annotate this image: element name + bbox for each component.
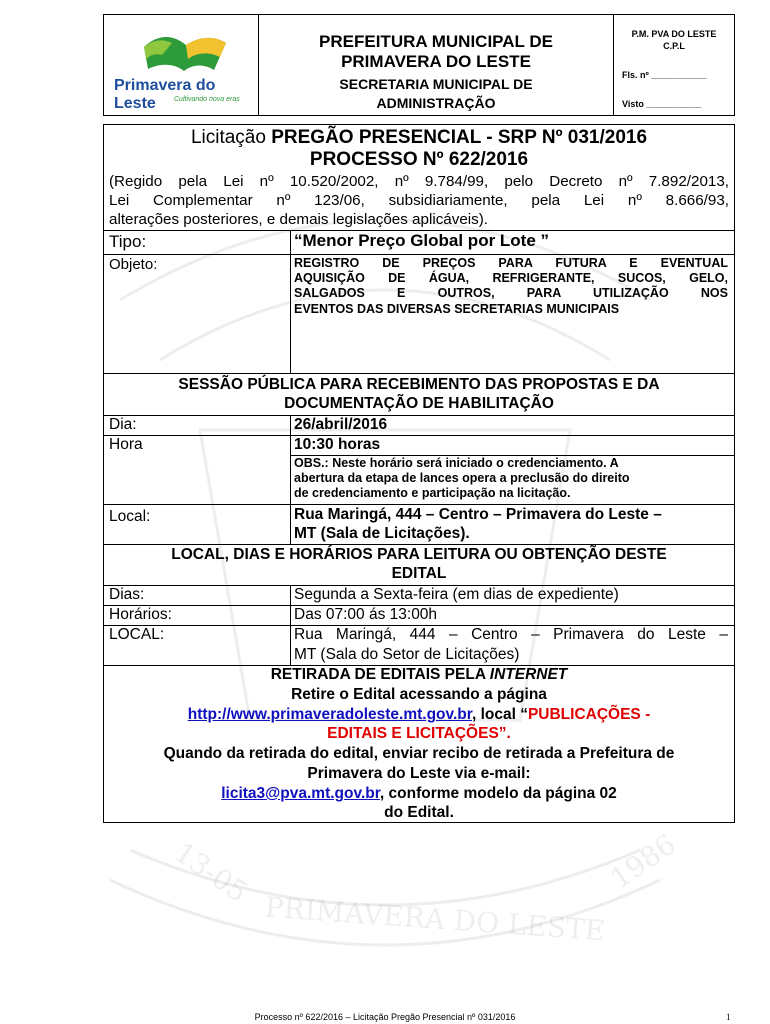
sessao-line1: SESSÃO PÚBLICA PARA RECEBIMENTO DAS PROPOSTAS E DA: [178, 376, 660, 393]
obs-line3: de credenciamento e participação na licitação.: [294, 486, 571, 500]
hora-value: 10:30 horas: [294, 436, 381, 453]
title-bold: PREGÃO PRESENCIAL - SRP Nº 031/2016: [271, 127, 648, 148]
stamp-line2: C.P.L: [663, 41, 685, 51]
local-label: Local:: [109, 508, 151, 525]
local2-line1: Rua Maringá, 444 – Centro – Primavera do Leste –: [294, 626, 728, 643]
objeto-line2: AQUISIÇÃO DE ÁGUA, REFRIGERANTE, SUCOS, GELO,: [294, 271, 728, 285]
stamp-line1: P.M. PVA DO LESTE: [631, 29, 717, 39]
logo-text: Primavera do Leste: [114, 77, 216, 112]
objeto-line4: EVENTOS DAS DIVERSAS SECRETARIAS MUNICIPAIS: [294, 302, 620, 316]
local-line2: MT (Sala de Licitações).: [294, 525, 470, 542]
editais-close: ”.: [498, 725, 511, 742]
title-prefix: Licitação: [190, 127, 266, 148]
leitura-line1: LOCAL, DIAS E HORÁRIOS PARA LEITURA OU OBTENÇÃO DESTE: [171, 546, 667, 563]
page-footer: [0, 1012, 770, 1022]
header-title-line2: PRIMAVERA DO LESTE: [341, 52, 531, 71]
hora-label: Hora: [109, 436, 143, 453]
dias-value: Segunda a Sexta-feira (em dias de expediente): [294, 586, 619, 603]
footer-text: Processo nº 622/2016 – Licitação Pregão Presencial nº 031/2016: [254, 1012, 516, 1022]
fls-field: Fls. nº ___________: [622, 70, 707, 80]
retirada-internet: INTERNET: [489, 666, 568, 683]
horarios-label: Horários:: [109, 606, 172, 623]
sessao-line2: DOCUMENTAÇÃO DE HABILITAÇÃO: [284, 395, 554, 412]
url-suffix: , local “: [471, 706, 528, 723]
objeto-line3: SALGADOS E OUTROS, PARA UTILIZAÇÃO NOS: [294, 286, 728, 300]
obs-line1: OBS.: Neste horário será iniciado o credenciamento. A: [294, 456, 619, 470]
header-stamp-cell: [614, 15, 734, 115]
email-link[interactable]: licita3@pva.mt.gov.br: [221, 785, 380, 802]
prefeitura-url-link[interactable]: http://www.primaveradoleste.mt.gov.br: [187, 706, 472, 723]
retirada-heading: [104, 666, 734, 684]
header-title-cell: [259, 15, 614, 115]
publicacoes-text: PUBLICAÇÕES -: [527, 706, 651, 723]
page-number: 1: [726, 1012, 731, 1022]
do-edital-text: do Edital.: [384, 804, 454, 821]
header-sub-line1: SECRETARIA MUNICIPAL DE: [339, 76, 533, 92]
tipo-value: “Menor Preço Global por Lote ”: [294, 231, 550, 250]
header-title-line1: PREFEITURA MUNICIPAL DE: [319, 32, 553, 51]
email-line: [104, 785, 734, 803]
document-header: [103, 14, 735, 116]
dias-label: Dias:: [109, 586, 145, 603]
logo-cell: [104, 15, 259, 115]
quando-line1: Quando da retirada do edital, enviar recibo de retirada a Prefeitura de: [163, 745, 675, 762]
logo-slogan: Cultivando nova eras: [174, 96, 240, 103]
watermark-left-date: 13-05: [168, 835, 254, 909]
doc-title: [104, 127, 734, 149]
header-sub-line2: ADMINISTRAÇÃO: [376, 95, 496, 111]
quando-line2: Primavera do Leste via e-mail:: [307, 765, 531, 782]
horarios-value: Das 07:00 ás 13:00h: [294, 606, 438, 623]
processo-number: PROCESSO Nº 622/2016: [309, 149, 529, 170]
editais-line: [104, 725, 734, 743]
dia-value: 26/abril/2016: [294, 416, 388, 433]
email-suffix: , conforme modelo da página 02: [379, 785, 617, 802]
visto-field: Visto ___________: [622, 99, 702, 109]
leitura-line2: EDITAL: [391, 565, 447, 582]
retirada-prefix: RETIRADA DE EDITAIS PELA: [270, 666, 486, 683]
edital-summary-box: [103, 124, 735, 823]
objeto-label: Objeto:: [109, 256, 158, 273]
tipo-label: Tipo:: [109, 232, 147, 251]
regido-line3: alterações posteriores, e demais legislações aplicáveis).: [109, 211, 489, 228]
watermark-right-year: 1986: [604, 827, 682, 896]
regido-line1: (Regido pela Lei nº 10.520/2002, nº 9.784/99, pelo Decreto nº 7.892/2013,: [109, 173, 729, 190]
local-line1: Rua Maringá, 444 – Centro – Primavera do Leste –: [294, 506, 662, 523]
dia-label: Dia:: [109, 416, 137, 433]
obs-line2: abertura da etapa de lances opera a preclusão do direito: [294, 471, 630, 485]
objeto-line1: REGISTRO DE PREÇOS PARA FUTURA E EVENTUAL: [294, 256, 728, 270]
local2-line2: MT (Sala do Setor de Licitações): [294, 646, 520, 663]
local2-label: LOCAL:: [109, 626, 165, 643]
retire-text: Retire o Edital acessando a página: [291, 686, 547, 703]
editais-text: EDITAIS E LICITAÇÕES: [327, 725, 499, 742]
regido-line2: Lei Complementar nº 123/06, subsidiariamente, pela Lei nº 8.666/93,: [109, 192, 729, 209]
url-line: [104, 706, 734, 724]
watermark-arc-text: PRIMAVERA DO LESTE: [263, 890, 607, 948]
